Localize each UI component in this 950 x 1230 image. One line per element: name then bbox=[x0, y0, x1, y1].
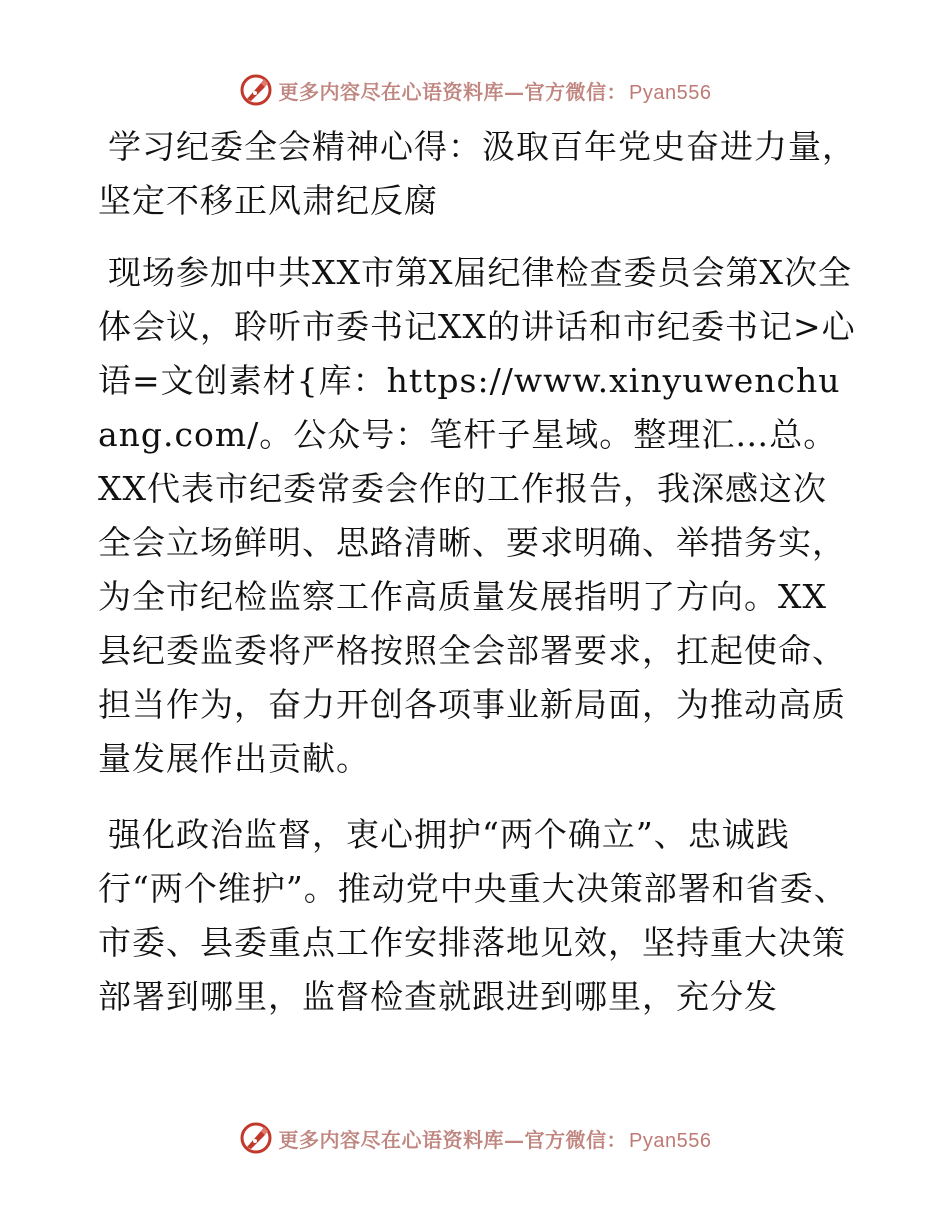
wechat-handle: Pyan556 bbox=[629, 81, 712, 104]
watermark-text: 更多内容尽在心语资料库—官方微信： Pyan556 bbox=[278, 79, 712, 104]
footer-watermark-banner bbox=[0, 1118, 950, 1158]
document-title: 学习纪委全会精神心得：汲取百年党史奋进力量，坚定不移正风肃纪反腐 bbox=[98, 127, 856, 220]
watermark-text: 更多内容尽在心语资料库—官方微信： Pyan556 bbox=[278, 1127, 712, 1152]
body-paragraph: 强化政治监督，衷心拥护“两个确立”、忠诚践行“两个维护”。推动党中央重大决策部署和省委、市委、县委重点工作安排落地见效，坚持重大决策部署到哪里，监督检查就跟进到哪里，充分发 bbox=[98, 815, 848, 1016]
pen-logo-icon bbox=[239, 73, 273, 107]
document-body bbox=[98, 120, 858, 1024]
wechat-handle: Pyan556 bbox=[629, 1129, 712, 1152]
header-watermark-banner bbox=[0, 70, 950, 110]
body-paragraph: 现场参加中共XX市第X届纪律检查委员会第X次全体会议，聆听市委书记XX的讲话和市纪委书记>心语=文创素材{库：https://www.xinyuwenchuang.com/。公众号：笔杆子星域。整理汇…总。XX代表市纪委常委会作的工作报告，我深感这次全会立场鲜明、思路清晰、要求明确、举措务实，为全市纪检监察工作高质量发展指明了方向。XX县纪委监委将严格按照全会部署要求，扛起使命、担当作为，奋力开创各项事业新局面，为推动高质量发展作出贡献。 bbox=[98, 253, 856, 778]
pen-logo-icon bbox=[239, 1121, 273, 1155]
